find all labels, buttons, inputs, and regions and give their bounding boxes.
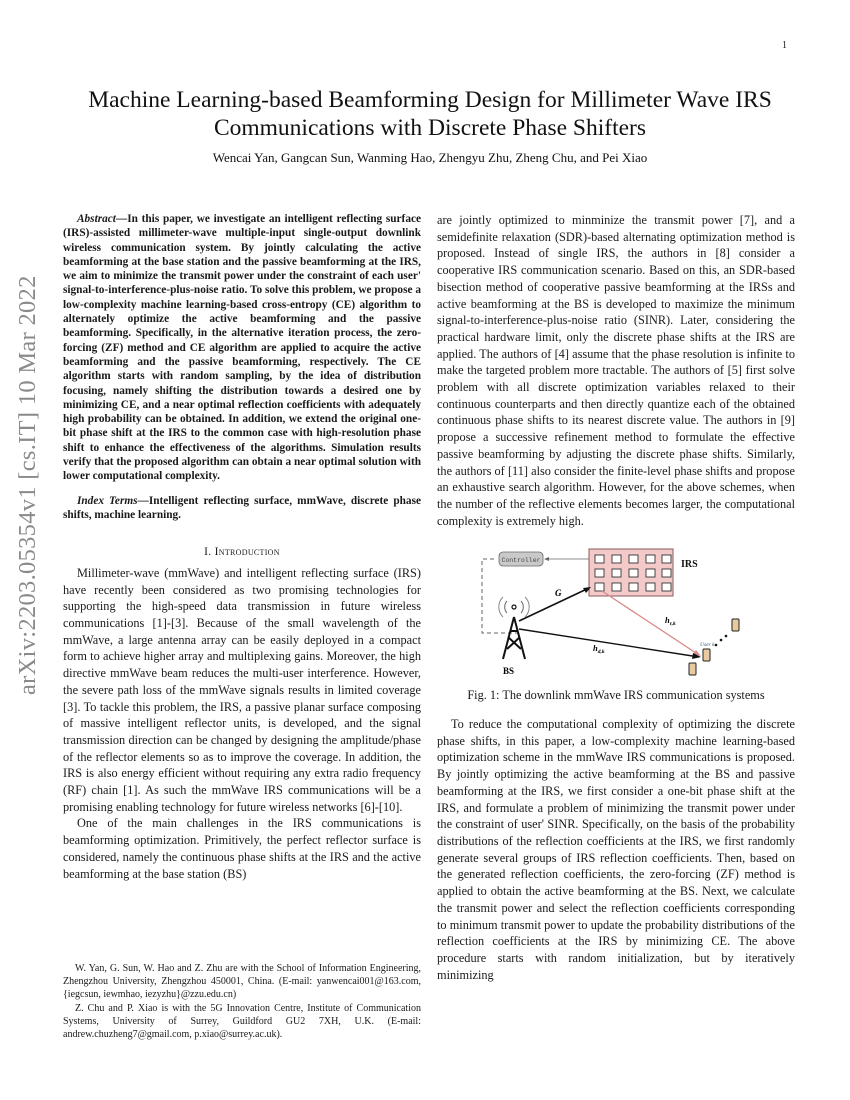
svg-text:IRS: IRS <box>681 559 698 571</box>
svg-text:Controller: Controller <box>501 557 541 565</box>
svg-text:User k: User k <box>700 642 715 649</box>
index-terms <box>63 494 421 523</box>
body-paragraph: To reduce the computational complexity of optimizing the discrete phase shifts, in this paper, a low-complexity machine learning-based optimization scheme in the mmWave IRS communications is proposed. By jointly optimizing the active beamforming at the BS and passive beamforming at the IRS, we first consider a one-bit phase shift at the IRS, and formulate a problem of minimizing the transmit power under the constraint of user' SINR. Specifically, on the basis of the probability distributions of the reflection coefficients at the IRS, we first randomly generate several groups of IRS reflection coefficients. Then, based on the generated reflection coefficients, the zero-forcing (ZF) method is applied to obtain the active beamforming at the BS. Next, we calculate the transmit power and select the reflection coefficients corresponding to minimum transmit power to update the probability distributions of the reflection coefficients at the IRS by minimizing CE. The above procedure starts with random initialization, but by iteratively minimizing <box>437 717 795 982</box>
irs-panel <box>589 549 698 596</box>
figure-1-system-diagram <box>437 541 795 681</box>
footnote: W. Yan, G. Sun, W. Hao and Z. Zhu are with the School of Information Engineering, Zhengzhou University, Zhengzhou 450001, China. (E-mail: yanwencai001@163.com, {iegcsun, iewmhao, iezyzhu}@zzu.edu.cn) <box>63 963 421 1001</box>
arxiv-identifier-stamp: arXiv:2203.05354v1 [cs.IT] 10 Mar 2022 <box>14 275 41 695</box>
svg-text:hd,k: $h_{d,k}$ <box>593 643 605 656</box>
abstract <box>63 212 421 484</box>
index-terms-label: Index Terms <box>77 494 138 507</box>
title-line-1: Machine Learning-based Beamforming Design for Millimeter Wave IRS <box>88 87 772 113</box>
svg-text:G: G <box>555 588 562 599</box>
svg-text:BS: BS <box>503 666 515 677</box>
abstract-label: Abstract <box>77 213 116 225</box>
controller-box <box>499 552 543 566</box>
page-number: 1 <box>782 40 787 51</box>
footnote: Z. Chu and P. Xiao is with the 5G Innovation Centre, Institute of Communication Systems, University of Surrey, Guildford GU2 7XH, U.K. (E-mail: andrew.chuzheng7@gmail.com, p.xiao@surrey.ac.uk). <box>63 1002 421 1041</box>
index-terms-text: —Intelligent reflecting surface, mmWave, discrete phase shifts, machine learning. <box>63 494 421 521</box>
title-line-2: Communications with Discrete Phase Shifters <box>213 115 647 141</box>
left-column <box>63 212 421 882</box>
figure-caption: Fig. 1: The downlink mmWave IRS communication systems <box>467 688 765 703</box>
abstract-text: —In this paper, we investigate an intelligent reflecting surface (IRS)-assisted millimeter-wave multiple-input single-output downlink wireless communication system. By jointly calculating the active beamforming at the base station and the passive beamforming at the IRS, we aim to minimize the transmit power under the constraint of each user' signal-to-interference-plus-noise ratio. To solve this problem, we propose a low-complexity machine learning-based cross-entropy (CE) algorithm to alternately optimize the active beamforming and the passive beamforming. Specifically, in the alternative iteration process, the zero-forcing (ZF) method and CE algorithm are applied to acquire the active beamforming and the passive beamforming, respectively. The CE algorithm starts with random sampling, by the idea of distribution focusing, namely shifting the distribution towards a desired one by minimizing CE, and a near optimal reflection coefficients with adequately high probability can be obtained. In addition, we extend the original one-bit phase shift at the IRS to the common case with high-resolution phase shift to enhance the effectiveness of the algorithms. Simulation results verify that the proposed algorithm can obtain a near optimal solution with lower computational complexity. <box>63 213 421 483</box>
system-diagram-svg <box>437 541 795 681</box>
section-heading-introduction: I. Introduction <box>204 546 280 559</box>
body-paragraph: Millimeter-wave (mmWave) and intelligent reflecting surface (IRS) have recently been considered as two promising technologies for supporting the high-speed data transmission in future wireless communications [1]-[3]. Because of the small wavelength of the mmWave, a large antenna array can be easily deployed in a compact form to achieve higher array and multiplexing gains. Moreover, the high directive mmWave beam reduces the multi-user interference. However, the severe path loss of the mmWave signals results in limited coverage [3]. To tackle this problem, the IRS, a passive planar surface composing of massive intelligent reflector units, is developed, and the signal transmission direction can be changed by designing the amplitude/phase of the reflector elements so as to improve the coverage. In addition, the IRS is also energy efficient without requiring any extra radio frequency (RF) chain [1]. As such the mmWave IRS communications will be a promising enabling technology for future wireless networks [6]-[10]. <box>63 565 421 814</box>
svg-text:hr,k: $h_{r,k}$ <box>665 615 676 628</box>
body-paragraph: One of the main challenges in the IRS communications is beamforming optimization. Primitively, the perfect reflector surface is considered, namely the continuous phase shifts at the IRS and the active beamforming at the base station (BS) <box>63 816 421 881</box>
paper-title <box>60 86 800 142</box>
author-affiliation-footnotes <box>63 962 421 1041</box>
body-paragraph: are jointly optimized to minminize the transmit power [7], and a semidefinite relaxation (SDR)-based alternating optimization method is proposed. Instead of single IRS, the authors in [8] consider a cooperative IRS communication scenario. Based on this, an SDR-based bisection method of cooperative passive beamforming at the IRSs and active beamforming at the BS is developed to maximize the minimum signal-to-interference-plus-noise ratio (SINR). Later, considering the practical hardware limit, only the discrete phase shifts at the IRS are applied. The authors of [4] assume that the phase resolution is infinite to make the targeted problem more tractable. The authors of [5] first solve problem with all discrete optimization variables relaxed to their continuous counterparts and then directly quantize each of the obtained continuous phase shifts to its nearest discrete value. The authors in [9] propose a successive refinement method to formulate the effective passive beamforming by adjusting the discrete phase shifts. Similarly, the authors of [11] also consider the finite-level phase shifts and propose an exhaustive search algorithm. However, for the above schemes, when the number of the reflective elements becomes larger, the computational complexity is extremely high. <box>437 213 795 528</box>
author-list: Wencai Yan, Gangcan Sun, Wanming Hao, Zhengyu Zhu, Zheng Chu, and Pei Xiao <box>212 150 648 165</box>
base-station-tower-icon <box>499 597 529 659</box>
right-column <box>437 212 795 983</box>
